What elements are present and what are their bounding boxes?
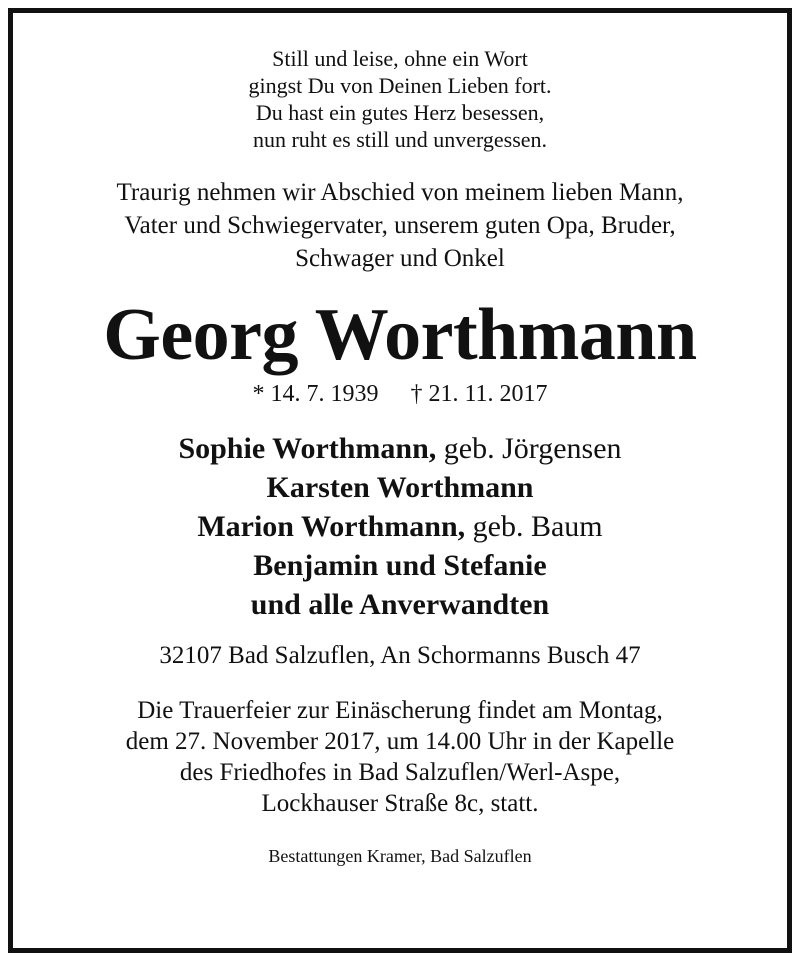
service-line: dem 27. November 2017, um 14.00 Uhr in der Kapelle [125, 728, 675, 755]
mourner-maiden-name: geb. Baum [465, 510, 603, 543]
mourner-entry [8, 546, 792, 585]
mourner-name: Karsten Worthmann [266, 471, 534, 504]
family-address: 32107 Bad Salzuflen, An Schormanns Busch 47 [159, 642, 641, 669]
farewell-line: Traurig nehmen wir Abschied von meinem lieben Mann, [116, 179, 684, 206]
mourner-name: Marion Worthmann, [197, 510, 466, 543]
undertaker-credit: Bestattungen Kramer, Bad Salzuflen [268, 846, 532, 866]
service-line: Die Trauerfeier zur Einäscherung findet am Montag, [137, 697, 663, 724]
farewell-text [8, 176, 792, 275]
service-line: Lockhauser Straße 8c, statt. [261, 790, 539, 817]
farewell-line: Vater und Schwiegervater, unserem guten Opa, Bruder, [124, 212, 676, 239]
poem-line: Still und leise, ohne ein Wort [272, 46, 528, 71]
death-date: † 21. 11. 2017 [410, 381, 548, 407]
poem-line: Du hast ein gutes Herz besessen, [255, 100, 545, 125]
poem-line: nun ruht es still und unvergessen. [252, 127, 548, 152]
deceased-name: Georg Worthmann [103, 294, 697, 376]
farewell-line: Schwager und Onkel [295, 245, 505, 272]
mourner-entry [8, 585, 792, 624]
memorial-poem [8, 45, 792, 153]
mourners-list [8, 429, 792, 624]
obituary-notice [8, 8, 792, 868]
poem-line: gingst Du von Deinen Lieben fort. [248, 73, 552, 98]
mourner-entry [8, 468, 792, 507]
mourner-name: Benjamin und Stefanie [253, 549, 547, 582]
funeral-service-info [8, 695, 792, 819]
service-line: des Friedhofes in Bad Salzuflen/Werl-Aspe, [179, 759, 621, 786]
birth-date: * 14. 7. 1939 [252, 381, 379, 407]
mourner-name: und alle Anverwandten [250, 588, 550, 621]
mourner-entry [8, 429, 792, 468]
mourner-maiden-name: geb. Jörgensen [436, 432, 622, 465]
mourner-name: Sophie Worthmann, [178, 432, 437, 465]
life-dates [8, 379, 792, 409]
mourner-entry [8, 507, 792, 546]
